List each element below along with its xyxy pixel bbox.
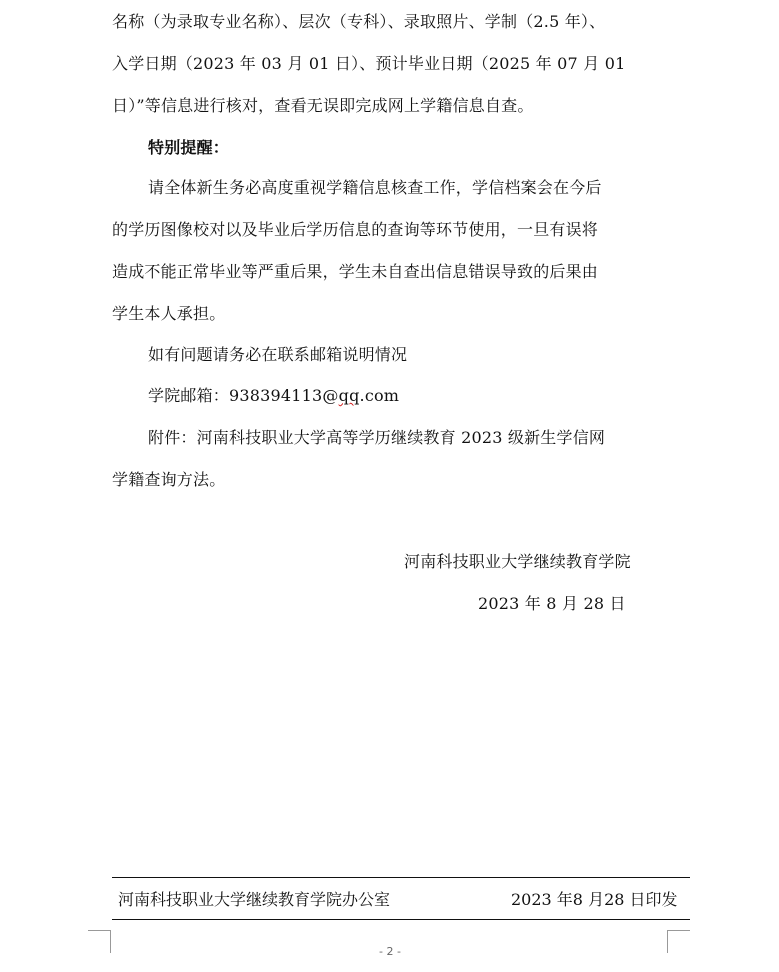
page-corner-marker-left	[88, 930, 111, 953]
signature: 河南科技职业大学继续教育学院	[404, 552, 631, 571]
email-line	[148, 384, 708, 408]
footer-rule-top	[112, 877, 690, 878]
footer-print-date: 2023 年8 月28 日印发	[511, 890, 678, 909]
email-address	[229, 386, 399, 405]
reminder-line-2: 的学历图像校对以及毕业后学历信息的查询等环节使用，一旦有误将	[112, 220, 599, 239]
signature-date: 2023 年 8 月 28 日	[478, 594, 626, 613]
body-line-2: 入学日期（2023 年 03 月 01 日）、预计毕业日期（2025 年 07 月 01	[112, 54, 626, 73]
reminder-line-1: 请全体新生务必高度重视学籍信息核查工作，学信档案会在今后	[148, 178, 602, 197]
email-domain: qq	[338, 386, 360, 405]
contact-note: 如有问题请务必在联系邮箱说明情况	[148, 345, 408, 364]
attachment-line-2: 学籍查询方法。	[112, 470, 226, 489]
page-number: - 2 -	[379, 945, 401, 958]
reminder-title: 特别提醒：	[148, 138, 230, 157]
footer-office: 河南科技职业大学继续教育学院办公室	[118, 890, 391, 909]
email-main: 938394113@	[229, 386, 339, 405]
reminder-line-3: 造成不能正常毕业等严重后果，学生未自查出信息错误导致的后果由	[112, 262, 599, 281]
attachment-line-1: 附件：河南科技职业大学高等学历继续教育 2023 级新生学信网	[148, 428, 606, 447]
email-tail: .com	[359, 386, 400, 405]
footer-rule-bottom	[112, 919, 690, 920]
body-line-3: 日）”等信息进行核对，查看无误即完成网上学籍信息自查。	[112, 96, 534, 115]
email-label: 学院邮箱：	[148, 386, 230, 405]
reminder-line-4: 学生本人承担。	[112, 304, 226, 323]
page-corner-marker-right	[667, 930, 690, 953]
body-line-1: 名称（为录取专业名称）、层次（专科）、录取照片、学制（2.5 年）、	[112, 12, 606, 31]
